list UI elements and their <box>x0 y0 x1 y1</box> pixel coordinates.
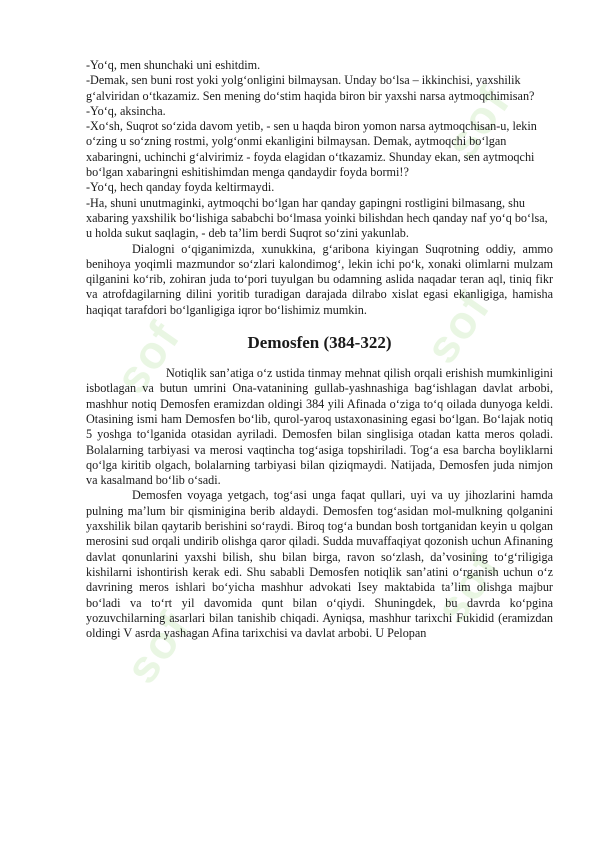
dialogue-line: -Yo‘q, hech qanday foyda keltirmaydi. <box>86 180 275 195</box>
watermark-text: sof <box>424 541 511 633</box>
document-page <box>86 58 553 641</box>
dialogue-line: -Xo‘sh, Suqrot so‘zida davom yetib, - sen u haqda biron yomon narsa aytmoqchisan-u, lekin o‘zing u so‘zning rostmi, yolg‘onmi ekanligini bilmaysan. Demak, aytmoqchi bo‘lgan xabaringni, uchinchi g‘alvirimiz - foyda elagidan o‘tkazamiz. Shunday ekan, sen aytmoqchi bo‘lgan xabaringni eshitishimdan menga qandaydir foyda bormi!? <box>86 119 537 180</box>
watermark-text: sof <box>414 281 501 373</box>
body-paragraph: Notiqlik san’atiga o‘z ustida tinmay mehnat qilish orqali erishish mumkinligini isbotlagan va butun umrini Ona-vatanining gullab-yashnashiga bag‘ishlagan davlat arbobi, mashhur notiq Demosfen eramizdan oldingi 384 yili Afinada o‘ziga to‘q oilada dunyoga keldi. Otasining ismi ham Demosfen bo‘lib, qurol-yaroq ustaxonasining egasi bo‘lgan. Bo‘lajak notiq 5 yoshga to‘lganida otasidan ayriladi. Demosfen bilan singlisiga otadan katta meros qoladi. Bolalarning tarbiyasi va merosi vaqtincha tog‘asiga topshiriladi. Tog‘a esa barcha boyliklarni qo‘lga kiritib olgach, bolalarning tarbiyasi bilan qiziqmaydi. Natijada, Demosfen juda nimjon va kasalmand bo‘lib o‘sadi. <box>86 366 553 488</box>
dialogue-line: -Ha, shuni unutmaginki, aytmoqchi bo‘lgan har qanday gapingni rostligini bilmasang, shu xabaring yaxshilik bo‘lishiga sababchi bo‘lmasa yoinki bilishdan hech qanday naf yo‘q bo‘lsa, u holda sukut saqlagin, - deb ta’lim berdi Suqrot so‘zini yakunlab. <box>86 195 548 241</box>
dialogue-line: -Yo‘q, aksincha. <box>86 103 166 118</box>
conclusion-paragraph: Dialogni o‘qiganimizda, xunukkina, g‘aribona kiyingan Suqrotning oddiy, ammo benihoya yoqimli mazmundor so‘zlari kalondimog‘, lekin ichi po‘k, xonaki olimlarni mulzam qilganini ko‘rib, zohiran juda to‘pori tuyulgan bu odamning aslida naqadar teran aql, tiniq fikr va atrofdagilarning dilini yoritib turadigan darajada dilrabo xislat egasi ekanligiga, hamisha haqiqat tarafdori bo‘lganligiga iqror bo‘lishimiz mumkin. <box>86 241 553 317</box>
dialogue-line: -Yo‘q, men shunchaki uni eshitdim. <box>86 58 261 72</box>
dialogue-line: -Demak, sen buni rost yoki yolg‘onligini bilmaysan. Unday bo‘lsa – ikkinchisi, yaxshilik g‘alviridan o‘tkazamiz. Sen mening do‘stim haqida biron bir yaxshi narsa aytmoqchimisan? <box>86 73 535 103</box>
watermark-text: sof <box>434 76 521 168</box>
watermark-text: sof <box>104 311 191 403</box>
section-title: Demosfen (384-322) <box>247 333 392 353</box>
body-paragraph: Demosfen voyaga yetgach, tog‘asi unga faqat qullari, uyi va uy jihozlarini hamda pulning ma’lum bir qisminigina berib aldaydi. Demosfen tog‘asidan mol-mulkning qolganini yaxshilik bilan qaytarib berishini so‘raydi. Biroq tog‘a bundan bosh tortganidan keyin u qolgan merosini sud orqali undirib olishga qaror qiladi. Sudda muvaffaqiyat qozonish uchun Afinaning davlat qonunlarini yaxshi bilish, shu bilan birga, ravon so‘zlash, da’vosining to‘g‘riligiga kishilarni ishontirish kerak edi. Shu sababli Demosfen notiqlik san’atini o‘rganish uchun o‘z davrining meros ishlari bo‘yicha mashhur advokati Isey maktabida ta’lim olishga majbur bo‘ladi va to‘rt yil davomida qunt bilan o‘qiydi. Shuningdek, bu davrda ko‘pgina yozuvchilarning asarlari bilan tanishib chiqadi. Ayniqsa, mashhur tarixchi Fukidid (eramizdan oldingi V asrda yashagan Afina tarixchisi va davlat arbobi. U Pelopan <box>86 488 553 641</box>
watermark-text: sof <box>114 601 201 693</box>
